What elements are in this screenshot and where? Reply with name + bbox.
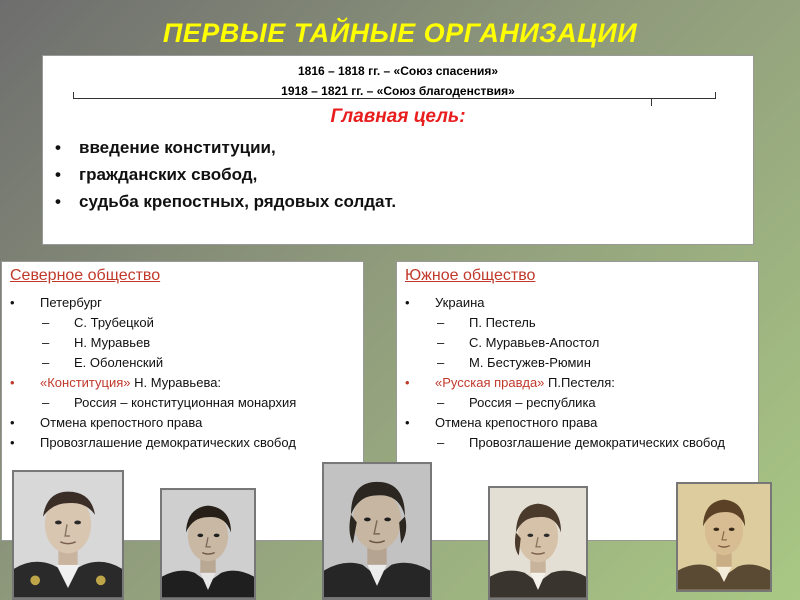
list-item: – С. Трубецкой (10, 314, 296, 331)
russkaya-pravda-doc-author: П.Пестеля: (544, 375, 615, 390)
bracket-tick-right (715, 92, 716, 99)
portrait-icon (490, 488, 586, 598)
list-item: – Н. Муравьев (10, 334, 296, 351)
portrait-icon (14, 472, 122, 598)
portrait-muravyov (160, 488, 256, 600)
northern-society-list (10, 294, 296, 454)
list-item (10, 374, 296, 391)
portrait-pestel (676, 482, 772, 592)
portrait-icon (162, 490, 254, 598)
northern-society-title: Северное общество (10, 267, 161, 284)
list-item: • Отмена крепостного права (10, 414, 296, 431)
portrait-obolensky (322, 462, 432, 600)
list-item: • Провозглашение демократических свобод (10, 434, 296, 451)
period-union-salvation: 1816 – 1818 гг. – «Союз спасения» (298, 64, 498, 78)
list-item: – Россия – конституционная монархия (10, 394, 296, 411)
timeline-bracket (73, 98, 715, 99)
bracket-tick-mid (651, 99, 652, 106)
goal-title: Главная цель: (330, 106, 466, 127)
list-item: • Петербург (10, 294, 296, 311)
russkaya-pravda-doc-name: «Русская правда» (435, 375, 545, 390)
list-item: – П. Пестель (405, 314, 729, 331)
portrait-trubetskoy (12, 470, 124, 600)
unions-panel (42, 55, 754, 245)
list-item: – Провозглашение демократических свобод (405, 434, 729, 451)
portrait-icon (324, 464, 430, 598)
portrait-icon (678, 484, 770, 590)
list-item: – Е. Оболенский (10, 354, 296, 371)
goal-list (53, 134, 396, 215)
slide-title: ПЕРВЫЕ ТАЙНЫЕ ОРГАНИЗАЦИИ (162, 18, 638, 48)
southern-society-title: Южное общество (405, 267, 536, 284)
period-union-welfare: 1918 – 1821 гг. – «Союз благоденствия» (281, 84, 515, 98)
portrait-muravyov-apostol (488, 486, 588, 600)
list-item: • Отмена крепостного права (405, 414, 729, 431)
list-item: – Россия – республика (405, 394, 729, 411)
goal-item: • судьба крепостных, рядовых солдат. (53, 188, 396, 215)
list-item: – М. Бестужев-Рюмин (405, 354, 729, 371)
southern-society-list (405, 294, 729, 454)
list-item: • Украина (405, 294, 729, 311)
goal-item: • гражданских свобод, (53, 161, 396, 188)
goal-item: • введение конституции, (53, 134, 396, 161)
list-item (405, 374, 729, 391)
list-item: – С. Муравьев-Апостол (405, 334, 729, 351)
constitution-doc-author: Н. Муравьева: (130, 375, 222, 390)
constitution-doc-name: «Конституция» (40, 375, 131, 390)
bracket-tick-left (73, 92, 74, 99)
